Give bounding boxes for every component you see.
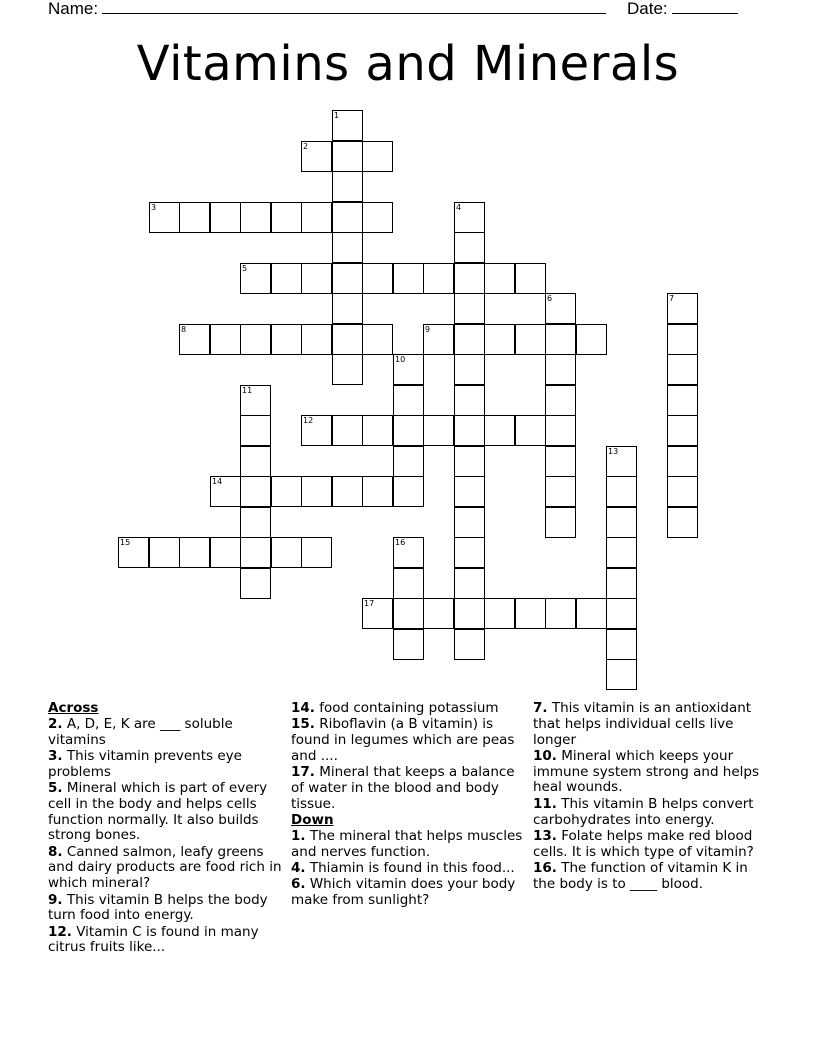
cell-number: 14 (212, 477, 223, 486)
grid-cell[interactable] (454, 232, 485, 263)
clue-item (48, 717, 284, 749)
grid-cell[interactable] (606, 568, 637, 599)
grid-cell[interactable] (332, 232, 363, 263)
clue-number: 9. (48, 891, 63, 908)
grid-cell[interactable] (240, 507, 271, 538)
grid-cell[interactable] (606, 537, 637, 568)
grid-cell[interactable] (393, 568, 424, 599)
clue-item (533, 829, 769, 861)
clue-number: 6. (291, 876, 306, 893)
grid-cell[interactable] (454, 354, 485, 385)
clue-text: This vitamin is an antioxidant that helps individual cells live longer (533, 700, 752, 748)
clues-column-3 (533, 701, 769, 893)
grid-cell[interactable] (362, 476, 393, 507)
grid-cell[interactable] (118, 537, 149, 568)
grid-cell[interactable] (332, 415, 363, 446)
clue-text: Which vitamin does your body make from sunlight? (291, 876, 516, 909)
grid-cell[interactable] (240, 202, 271, 233)
grid-cell[interactable] (606, 629, 637, 660)
grid-cell[interactable] (240, 568, 271, 599)
grid-cell[interactable] (545, 324, 576, 355)
grid-cell[interactable] (484, 598, 515, 629)
grid-cell[interactable] (332, 293, 363, 324)
clue-number: 13. (533, 827, 557, 844)
clue-number: 12. (48, 923, 72, 940)
clue-item (48, 893, 284, 925)
grid-cell[interactable] (362, 324, 393, 355)
grid-cell[interactable] (240, 385, 271, 416)
clue-item (48, 749, 284, 781)
clue-text: The function of vitamin K in the body is to ____ blood. (533, 859, 748, 892)
clue-item (291, 829, 527, 861)
grid-cell[interactable] (149, 537, 180, 568)
grid-cell[interactable] (301, 324, 332, 355)
grid-cell[interactable] (545, 354, 576, 385)
clues-column-2 (291, 701, 527, 909)
grid-cell[interactable] (515, 598, 546, 629)
clue-number: 14. (291, 700, 315, 716)
clue-text: This vitamin B helps convert carbohydrates into energy. (533, 795, 754, 828)
grid-cell[interactable] (332, 141, 363, 172)
clue-number: 10. (533, 747, 557, 764)
grid-cell[interactable] (454, 568, 485, 599)
grid-cell[interactable] (332, 354, 363, 385)
grid-cell[interactable] (454, 446, 485, 477)
grid-cell[interactable] (332, 263, 363, 294)
grid-cell[interactable] (454, 476, 485, 507)
grid-cell[interactable] (393, 598, 424, 629)
grid-cell[interactable] (454, 629, 485, 660)
grid-cell[interactable] (362, 598, 393, 629)
cell-number: 12 (303, 416, 314, 425)
clue-text: food containing potassium (319, 700, 499, 716)
grid-cell[interactable] (301, 476, 332, 507)
grid-cell[interactable] (454, 507, 485, 538)
grid-cell[interactable] (210, 202, 241, 233)
grid-cell[interactable] (179, 324, 210, 355)
clue-number: 16. (533, 859, 557, 876)
clue-text: Folate helps make red blood cells. It is which type of vitamin? (533, 827, 754, 860)
cell-number: 6 (547, 294, 553, 303)
grid-cell[interactable] (393, 476, 424, 507)
grid-cell[interactable] (454, 598, 485, 629)
grid-cell[interactable] (393, 263, 424, 294)
grid-cell[interactable] (393, 354, 424, 385)
grid-cell[interactable] (484, 263, 515, 294)
date-label: Date: (627, 0, 668, 18)
grid-cell[interactable] (515, 324, 546, 355)
clue-number: 15. (291, 716, 315, 733)
grid-cell[interactable] (332, 171, 363, 202)
clue-number: 17. (291, 764, 315, 781)
cell-number: 9 (425, 325, 431, 334)
clue-item (533, 797, 769, 829)
page-title: Vitamins and Minerals (136, 36, 680, 92)
clue-number: 3. (48, 747, 63, 764)
clue-text: This vitamin B helps the body turn food into energy. (48, 891, 268, 924)
grid-cell[interactable] (423, 263, 454, 294)
grid-cell[interactable] (515, 263, 546, 294)
grid-cell[interactable] (423, 598, 454, 629)
cell-number: 3 (151, 203, 157, 212)
name-label: Name: (48, 0, 99, 18)
grid-cell[interactable] (179, 537, 210, 568)
grid-cell[interactable] (240, 446, 271, 477)
grid-cell[interactable] (362, 415, 393, 446)
grid-cell[interactable] (606, 476, 637, 507)
clue-item (291, 765, 527, 812)
grid-cell[interactable] (332, 202, 363, 233)
grid-cell[interactable] (393, 629, 424, 660)
grid-cell[interactable] (301, 202, 332, 233)
clues-column-1 (48, 701, 284, 957)
grid-cell[interactable] (606, 507, 637, 538)
cell-number: 5 (242, 264, 248, 273)
clue-item (291, 877, 527, 909)
grid-cell[interactable] (454, 385, 485, 416)
clue-item (48, 845, 284, 892)
grid-cell[interactable] (545, 507, 576, 538)
cell-number: 8 (181, 325, 187, 334)
grid-cell[interactable] (545, 415, 576, 446)
cell-number: 15 (120, 538, 131, 547)
grid-cell[interactable] (271, 202, 302, 233)
grid-cell[interactable] (240, 537, 271, 568)
grid-cell[interactable] (301, 263, 332, 294)
clue-text: Mineral which keeps your immune system strong and helps heal wounds. (533, 747, 760, 796)
grid-cell[interactable] (271, 537, 302, 568)
grid-cell[interactable] (240, 263, 271, 294)
grid-cell[interactable] (362, 141, 393, 172)
clue-text: Mineral that keeps a balance of water in the blood and body tissue. (291, 764, 515, 812)
cell-number: 13 (608, 447, 619, 456)
clue-section-heading: Down (291, 812, 334, 829)
grid-cell[interactable] (362, 202, 393, 233)
grid-cell[interactable] (667, 446, 698, 477)
grid-cell[interactable] (210, 324, 241, 355)
grid-cell[interactable] (332, 110, 363, 141)
grid-cell[interactable] (240, 476, 271, 507)
grid-cell[interactable] (301, 537, 332, 568)
clue-number: 7. (533, 700, 548, 716)
grid-cell[interactable] (667, 354, 698, 385)
clue-text: Mineral which is part of every cell in the body and helps cells function normally. It also builds strong bones. (48, 779, 268, 844)
clue-text: This vitamin prevents eye problems (48, 747, 242, 780)
grid-cell[interactable] (332, 324, 363, 355)
grid-cell[interactable] (454, 293, 485, 324)
grid-cell[interactable] (667, 385, 698, 416)
cell-number: 1 (334, 111, 340, 120)
grid-cell[interactable] (240, 324, 271, 355)
grid-cell[interactable] (454, 415, 485, 446)
grid-cell[interactable] (210, 537, 241, 568)
clue-number: 11. (533, 795, 557, 812)
grid-cell[interactable] (667, 507, 698, 538)
grid-cell[interactable] (606, 598, 637, 629)
cell-number: 10 (395, 355, 406, 364)
grid-cell[interactable] (271, 324, 302, 355)
cell-number: 17 (364, 599, 375, 608)
grid-cell[interactable] (301, 141, 332, 172)
clue-number: 4. (291, 859, 306, 876)
clue-item (533, 861, 769, 893)
grid-cell[interactable] (667, 415, 698, 446)
cell-number: 16 (395, 538, 406, 547)
grid-cell[interactable] (545, 598, 576, 629)
clue-item (533, 749, 769, 796)
grid-cell[interactable] (454, 324, 485, 355)
grid-cell[interactable] (545, 385, 576, 416)
clue-text: A, D, E, K are ___ soluble vitamins (48, 715, 233, 748)
grid-cell[interactable] (423, 415, 454, 446)
grid-cell[interactable] (393, 385, 424, 416)
clue-number: 8. (48, 843, 63, 860)
cell-number: 4 (456, 203, 462, 212)
grid-cell[interactable] (667, 324, 698, 355)
grid-cell[interactable] (545, 446, 576, 477)
clue-item (291, 861, 527, 877)
clue-section-heading: Across (48, 700, 99, 716)
clue-text: The mineral that helps muscles and nerves function. (291, 827, 523, 860)
clue-text: Canned salmon, leafy greens and dairy products are food rich in which mineral? (48, 843, 282, 892)
grid-cell[interactable] (454, 537, 485, 568)
grid-cell[interactable] (667, 293, 698, 324)
cell-number: 11 (242, 386, 253, 395)
grid-cell[interactable] (423, 324, 454, 355)
clue-text: Vitamin C is found in many citrus fruits like... (48, 923, 259, 956)
grid-cell[interactable] (606, 659, 637, 690)
grid-cell[interactable] (240, 415, 271, 446)
clue-number: 5. (48, 779, 63, 796)
grid-cell[interactable] (362, 263, 393, 294)
grid-cell[interactable] (576, 598, 607, 629)
grid-cell[interactable] (393, 415, 424, 446)
grid-cell[interactable] (454, 202, 485, 233)
grid-cell[interactable] (332, 476, 363, 507)
clue-item (291, 717, 527, 764)
grid-cell[interactable] (484, 415, 515, 446)
grid-cell[interactable] (271, 263, 302, 294)
clue-item (291, 701, 527, 717)
grid-cell[interactable] (210, 476, 241, 507)
grid-cell[interactable] (606, 446, 637, 477)
cell-number: 7 (669, 294, 675, 303)
clue-text: Thiamin is found in this food... (309, 859, 515, 876)
grid-cell[interactable] (149, 202, 180, 233)
grid-cell[interactable] (545, 476, 576, 507)
clue-item (48, 925, 284, 957)
grid-cell[interactable] (271, 476, 302, 507)
clue-text: Riboflavin (a B vitamin) is found in legumes which are peas and .... (291, 716, 515, 764)
clue-item (533, 701, 769, 748)
clue-number: 2. (48, 715, 63, 732)
grid-cell[interactable] (393, 537, 424, 568)
grid-cell[interactable] (484, 324, 515, 355)
grid-cell[interactable] (576, 324, 607, 355)
grid-cell[interactable] (515, 415, 546, 446)
grid-cell[interactable] (454, 263, 485, 294)
grid-cell[interactable] (667, 476, 698, 507)
cell-number: 2 (303, 142, 309, 151)
grid-cell[interactable] (301, 415, 332, 446)
grid-cell[interactable] (545, 293, 576, 324)
clue-item (48, 781, 284, 844)
grid-cell[interactable] (393, 446, 424, 477)
grid-cell[interactable] (179, 202, 210, 233)
clue-number: 1. (291, 827, 306, 844)
